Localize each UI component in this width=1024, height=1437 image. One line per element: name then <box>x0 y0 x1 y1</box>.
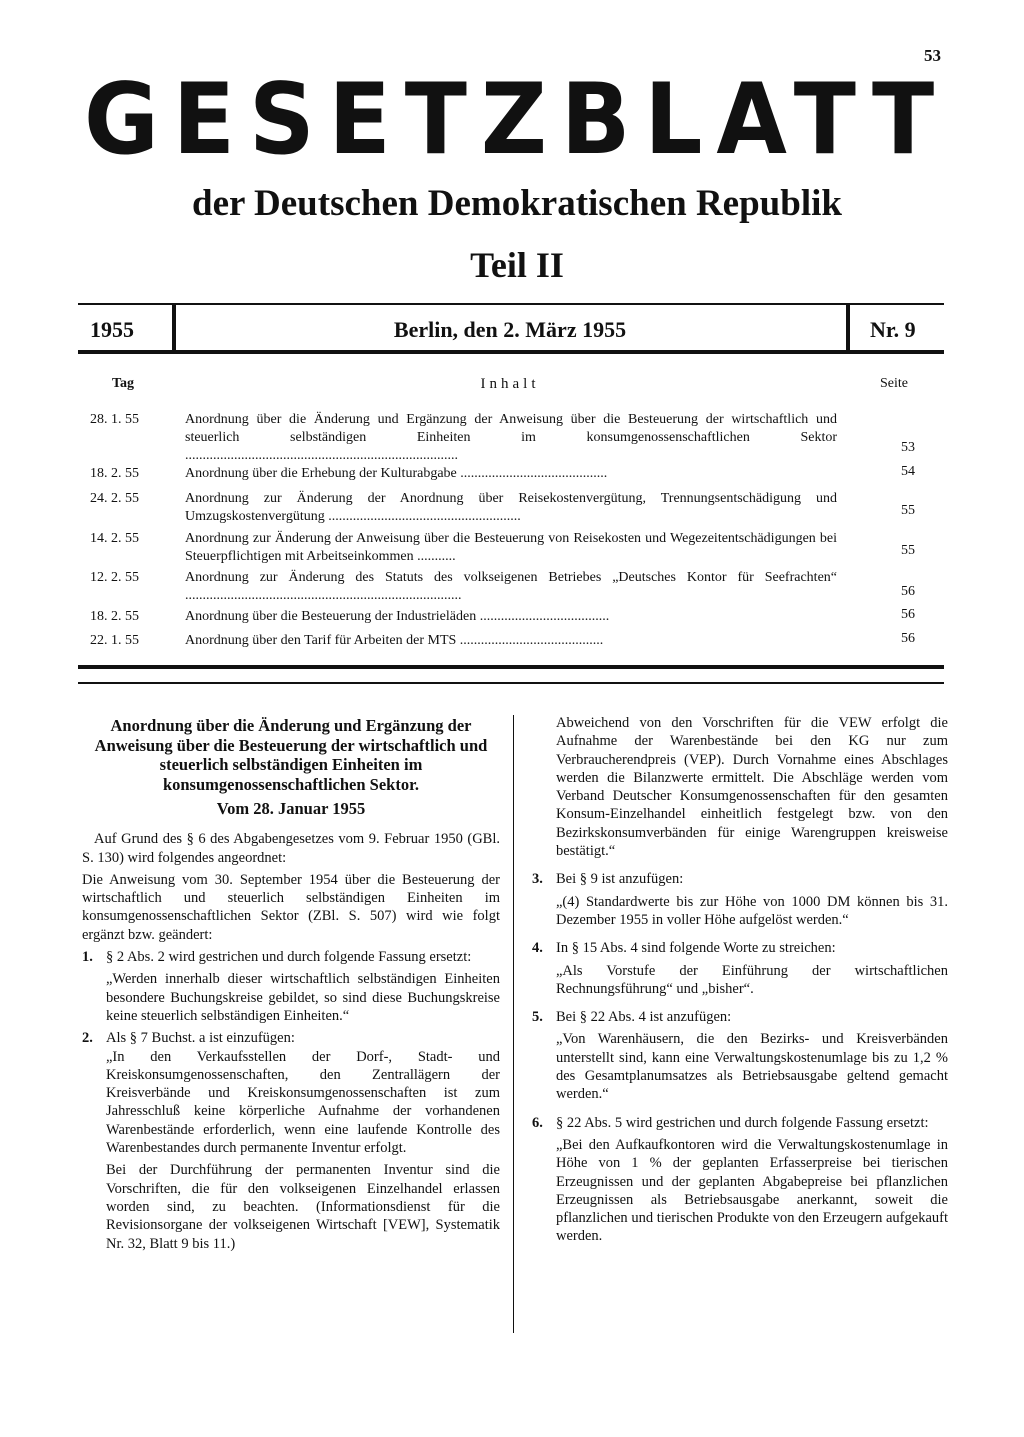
item-quote: „Als Vorstufe der Einführung der wirtschaftlichen Rechnungsführung“ und „bisher“. <box>556 962 948 997</box>
item-text: In § 15 Abs. 4 sind folgende Worte zu streichen: <box>556 940 836 957</box>
item-quote-continued: Abweichend von den Vorschriften für die VEW erfolgt die Aufnahme der Warenbestände bei den KG nur zum Verbraucherendpreis (VEP). Durch Vornahme eines Abschlages werden die Bilanzwerte ermittelt. Die Abschläge werden vom Verband Deutscher Konsumgenossenschaften für den gesamten Konsum-Einzelhandel einheitlich festgelegt bzw. von den Bezirkskonsumverbänden für einige Warengruppen kreisweise bestätigt.“ <box>556 715 948 860</box>
list-item <box>528 939 948 998</box>
item-quote: „Bei den Aufkaufkontoren wird die Verwaltungskostenumlage in Höhe von 1 % der geplanten Erfasserpreise bei tierischen Erzeugnissen und der geplanten Abgabepreise bei pflanzlichen Erzeugnissen als Betriebsausgabe anerkannt, soweit die pflanzlichen und tierischen Produkte von den Erzeugern aufgekauft werden. <box>556 1136 948 1245</box>
item-quote-continued: Bei der Durchführung der permanenten Inventur sind die Vorschriften, die für den volkseigenen Einzelhandel erlassen worden sind, zu beachten. (Informationsdienst für die Revisionsorgane der volkseigenen Wirtschaft [VEW], Systematik Nr. 32, Blatt 9 bis 11.) <box>106 1162 500 1252</box>
column-divider <box>513 715 514 1333</box>
item-quote: „(4) Standardwerte bis zur Höhe von 1000 DM können bis 31. Dezember 1955 in voller Höhe aufgelöst werden.“ <box>556 893 948 928</box>
toc-date: 28. 1. 55 <box>90 412 139 427</box>
item-text: § 2 Abs. 2 wird gestrichen und durch folgende Fassung ersetzt: <box>106 949 472 966</box>
item-number: 4. <box>532 940 543 957</box>
article-left-column <box>82 716 500 1253</box>
issue-rule-bottom <box>78 350 944 354</box>
list-item <box>528 1114 948 1246</box>
item-text: Bei § 22 Abs. 4 ist anzufügen: <box>556 1009 732 1026</box>
toc-date: 12. 2. 55 <box>90 570 139 585</box>
item-text: § 22 Abs. 5 wird gestrichen und durch folgende Fassung ersetzt: <box>556 1114 929 1131</box>
masthead-title: GESETZBLATT <box>84 63 949 177</box>
toc-row[interactable] <box>80 569 940 607</box>
item-number: 2. <box>82 1030 93 1047</box>
toc-page: 55 <box>901 543 915 558</box>
list-item <box>82 1029 500 1253</box>
toc-page: 55 <box>901 503 915 518</box>
issue-divider-left <box>172 305 176 352</box>
item-quote: „In den Verkaufsstellen der Dorf-, Stadt- und Kreiskonsumgenossenschaften, den Zentrallägern der Kreisverbände und Kreiskonsumgenossenschaften ist zum Jahresschluß keine körperliche Aufnahme der vorhandenen Warenbestände erforderlich, wenn eine laufende Kontrolle des Warenbestandes durch permanente Inventur erfolgt. <box>106 1048 500 1157</box>
issue-rule-top <box>78 303 944 305</box>
toc-row[interactable] <box>80 530 940 568</box>
toc-row[interactable] <box>80 490 940 528</box>
toc-page: 53 <box>901 440 915 455</box>
page-number: 53 <box>924 46 941 65</box>
toc-title: Anordnung über die Änderung und Ergänzung der Anweisung über die Besteuerung der wirtschaftlich und steuerlich selbständigen Einheiten im konsumgenossenschaftlichen Sektor .............................................................................. <box>185 412 837 463</box>
toc-page: 56 <box>901 631 915 646</box>
article-intro: Auf Grund des § 6 des Abgabengesetzes vom 9. Februar 1950 (GBl. S. 130) wird folgendes angeordnet: <box>82 831 500 866</box>
list-item <box>528 870 948 929</box>
toc-page: 54 <box>901 464 915 479</box>
toc-title: Anordnung zur Änderung des Statuts des volkseigenen Betriebes „Deutsches Kontor für Seefrachten“ ............................................................................... <box>185 570 837 603</box>
article-lead: Die Anweisung vom 30. September 1954 über die Besteuerung der wirtschaftlich und steuerlich selbständigen Einheiten im konsumgenossenschaftlichen Sektor (ZBl. S. 507) wird wie folgt ergänzt bzw. geändert: <box>82 871 500 943</box>
item-number: 3. <box>532 871 543 888</box>
item-quote: „Von Warenhäusern, die den Bezirks- und Kreisverbänden unterstellt sind, kann eine Verwaltungskostenumlage bis zu 1,2 % des Gesamtplanumsatzes als Betriebsausgabe geltend gemacht werden.“ <box>556 1031 948 1103</box>
item-number: 1. <box>82 949 93 966</box>
toc-row[interactable] <box>80 608 940 628</box>
toc-row[interactable] <box>80 465 940 485</box>
issue-number: Nr. 9 <box>870 317 916 342</box>
list-item <box>82 948 500 1025</box>
toc-title: Anordnung zur Änderung der Anweisung über die Besteuerung von Reisekosten und Wegezeitentschädigungen bei Steuerpflichtigen mit Arbeitseinkommen ........... <box>185 531 837 564</box>
item-quote: „Werden innerhalb dieser wirtschaftlich selbständigen Einheiten besondere Buchungskreise gebildet, so sind diese Buchungskreise keine steuerlich selbständigen Einheiten.“ <box>106 971 500 1024</box>
toc-col-title: Inhalt <box>480 376 540 392</box>
toc-row[interactable] <box>80 411 940 467</box>
part-label: Teil II <box>470 245 564 285</box>
toc-date: 14. 2. 55 <box>90 531 139 546</box>
toc-rule-thick <box>78 665 944 669</box>
article-date: Vom 28. Januar 1955 <box>216 799 366 818</box>
toc-col-page: Seite <box>880 376 908 391</box>
toc-title: Anordnung zur Änderung der Anordnung über Reisekostenvergütung, Trennungsentschädigung und Umzugskostenvergütung ....................................................... <box>185 491 837 524</box>
toc-date: 22. 1. 55 <box>90 633 139 648</box>
toc-col-date: Tag <box>112 376 135 391</box>
item-text: Bei § 9 ist anzufügen: <box>556 871 684 888</box>
item-number: 6. <box>532 1114 543 1131</box>
toc-page: 56 <box>901 584 915 599</box>
toc-title: Anordnung über die Besteuerung der Industrieläden ..................................... <box>185 609 610 624</box>
issue-divider-right <box>846 305 850 352</box>
toc-row[interactable] <box>80 632 940 652</box>
item-text: Als § 7 Buchst. a ist einzufügen: <box>106 1030 295 1047</box>
issue-year: 1955 <box>90 317 134 342</box>
toc-title: Anordnung über den Tarif für Arbeiten der MTS ......................................... <box>185 633 604 648</box>
toc-date: 18. 2. 55 <box>90 609 139 624</box>
toc-date: 24. 2. 55 <box>90 491 139 506</box>
toc-rule-thin <box>78 682 944 684</box>
item-number: 5. <box>532 1009 543 1026</box>
list-item <box>528 1008 948 1103</box>
item-continuation <box>528 714 948 860</box>
toc-date: 18. 2. 55 <box>90 466 139 481</box>
issue-place-date: Berlin, den 2. März 1955 <box>393 317 627 342</box>
masthead-subtitle: der Deutschen Demokratischen Republik <box>192 183 842 224</box>
toc-page: 56 <box>901 607 915 622</box>
article-right-column <box>528 714 948 1246</box>
toc-title: Anordnung über die Erhebung der Kulturabgabe .......................................... <box>185 466 608 481</box>
article-heading: Anordnung über die Änderung und Ergänzung der Anweisung über die Besteuerung der wirtschaftlich und steuerlich selbständigen Einheiten im konsumgenossenschaftlichen Sektor. <box>94 716 488 794</box>
